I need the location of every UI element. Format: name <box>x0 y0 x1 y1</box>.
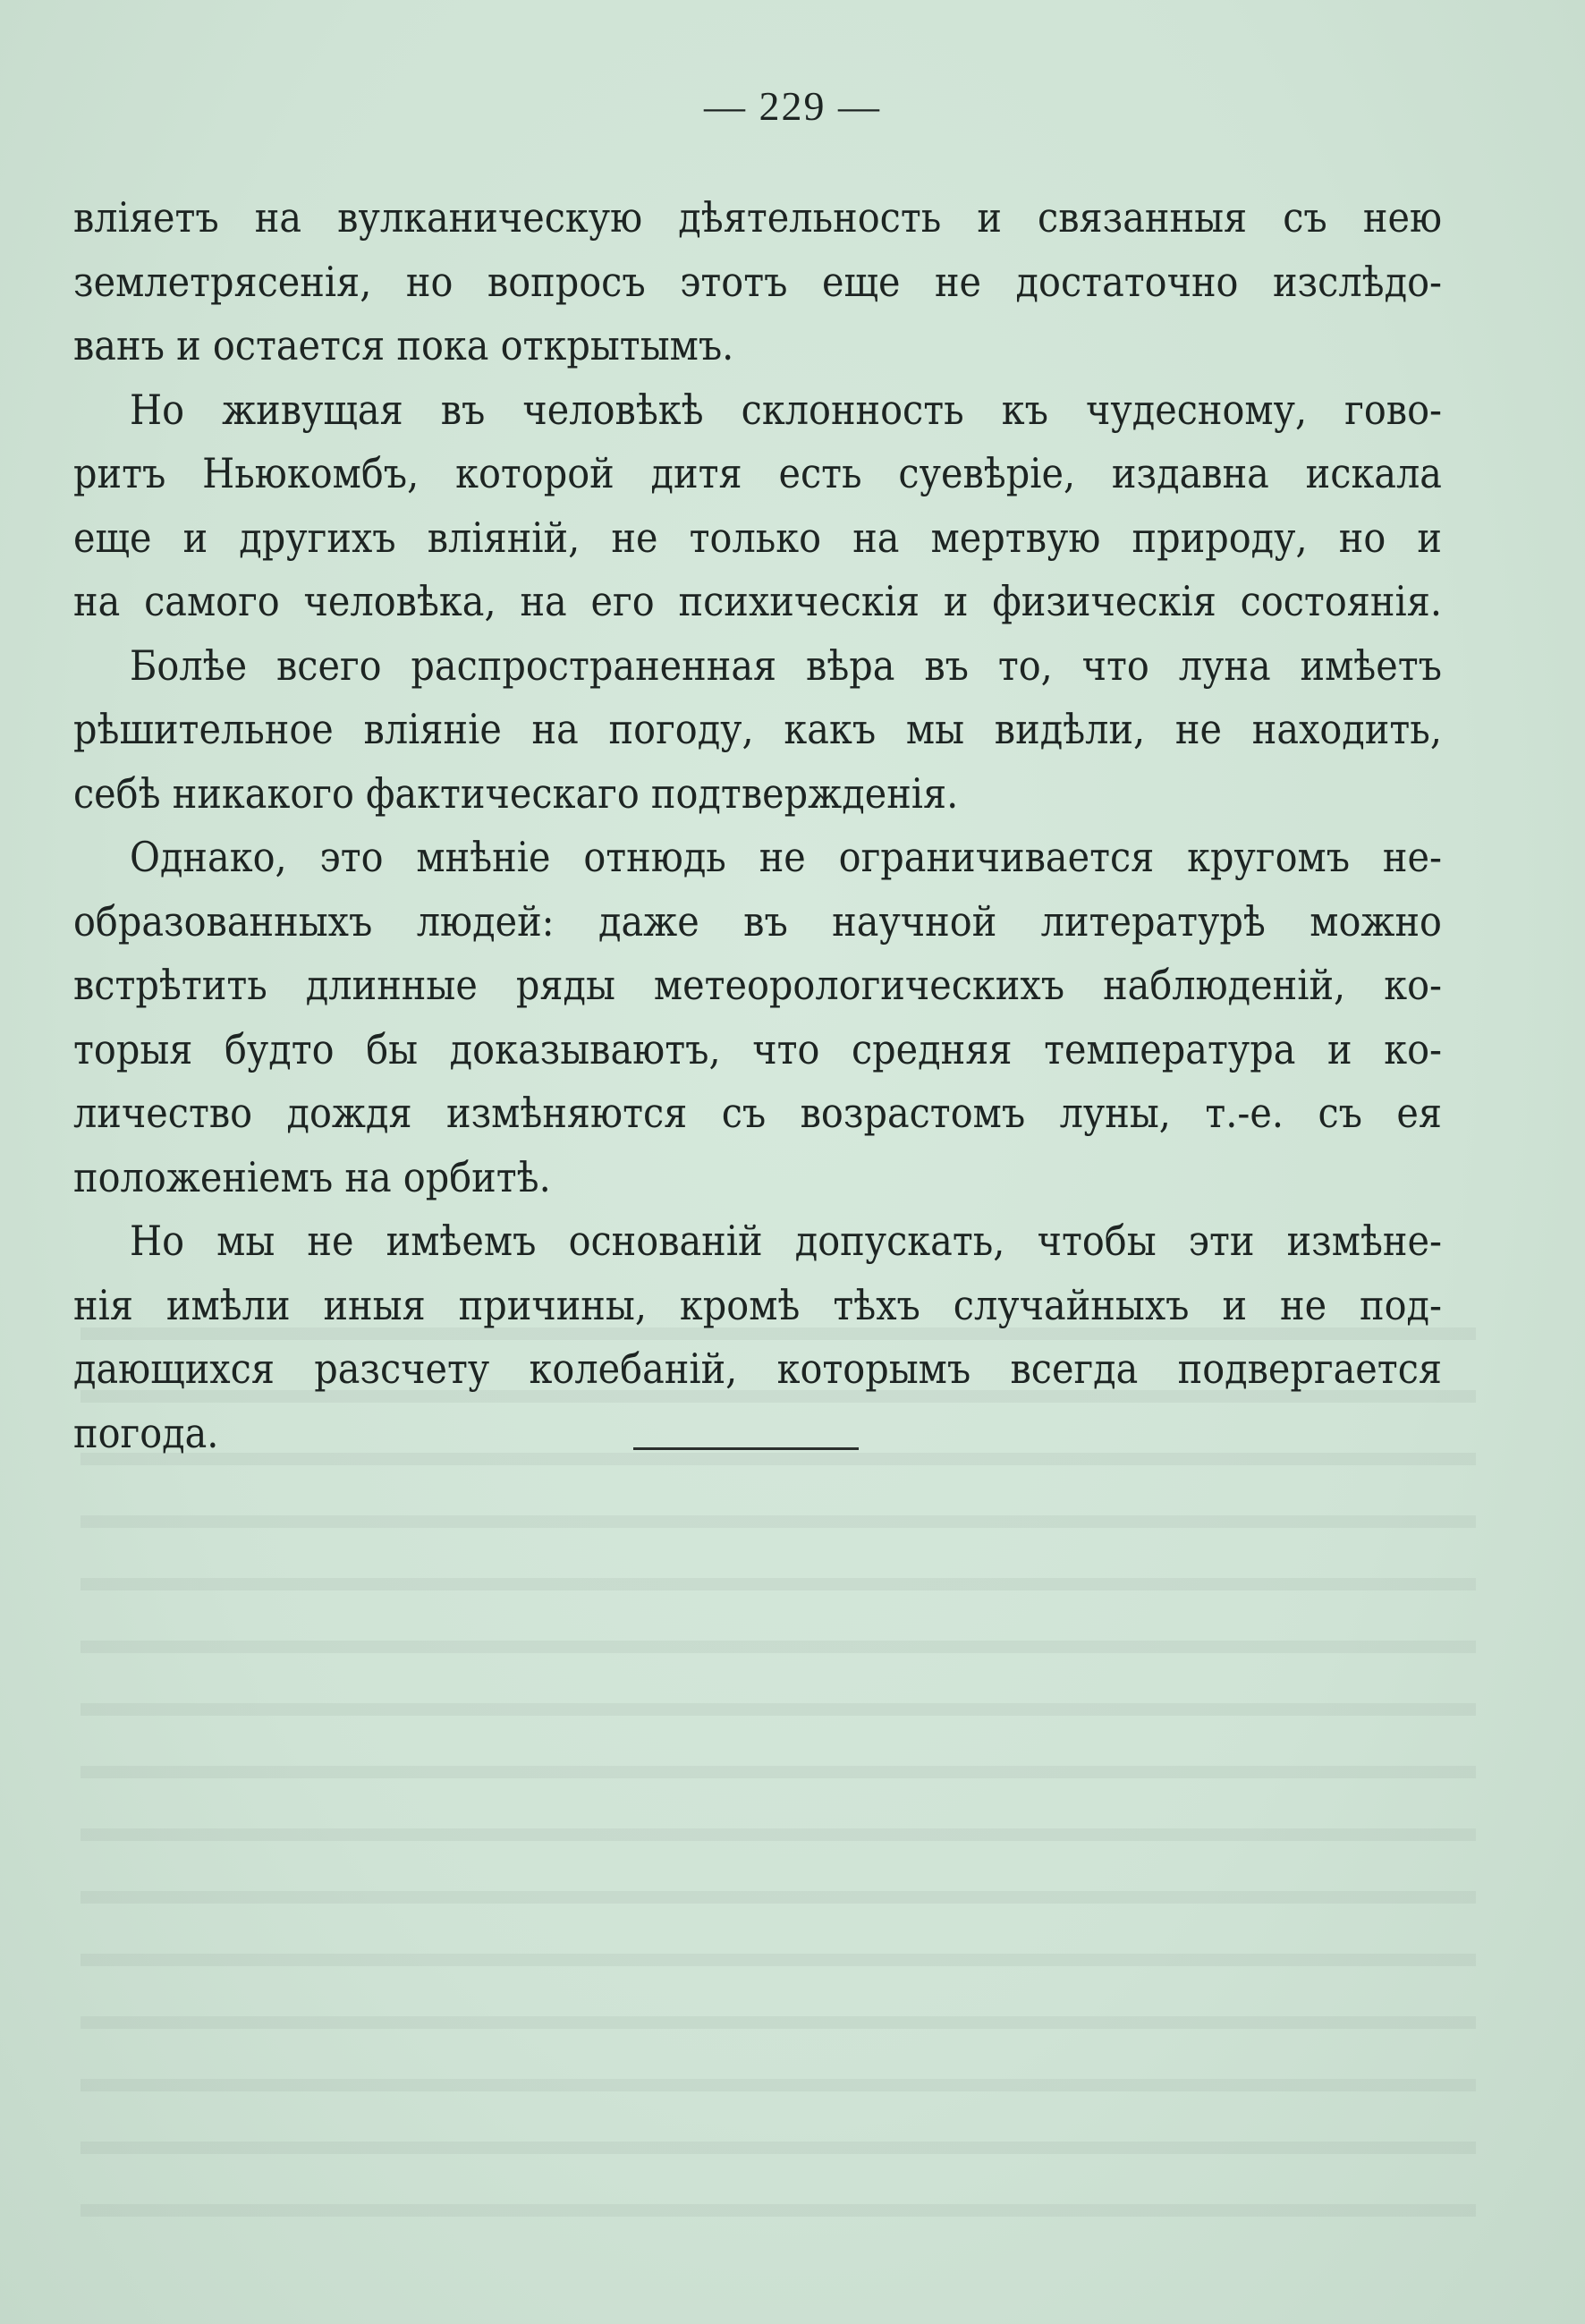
text-line: землетрясенія, но вопросъ этотъ еще не достаточно изслѣдо- <box>73 257 1442 306</box>
text-line: положеніемъ на орбитѣ. <box>73 1152 551 1201</box>
page-number: — 229 — <box>704 83 881 129</box>
text-line: встрѣтить длинные ряды метеорологическихъ наблюденій, ко- <box>73 961 1442 1009</box>
text-line: рѣшительное вліяніе на погоду, какъ мы видѣли, не находить, <box>73 705 1442 753</box>
text-line: Болѣе всего распространенная вѣра въ то, что луна имѣетъ <box>130 640 1442 690</box>
text-line: торыя будто бы доказываютъ, что средняя температура и ко- <box>73 1024 1442 1073</box>
text-line: ванъ и остается пока открытымъ. <box>73 321 734 369</box>
paragraph-2 <box>73 378 1442 634</box>
text-line: еще и другихъ вліяній, не только на мертвую природу, но и <box>73 513 1442 562</box>
text-line: Но мы не имѣемъ основаній допускать, чтобы эти измѣне- <box>130 1217 1442 1265</box>
text-line: личество дождя измѣняются съ возрастомъ луны, т.-е. съ ея <box>73 1089 1442 1137</box>
text-line: дающихся разсчету колебаній, которымъ всегда подвергается <box>73 1344 1442 1393</box>
paragraph-3 <box>73 634 1442 827</box>
text-line: на самого человѣка, на его психическія и физическія состоянія. <box>73 577 1442 625</box>
text-line: Однако, это мнѣніе отнюдь не ограничивается кругомъ не- <box>130 833 1442 881</box>
text-line: себѣ никакого фактическаго подтвержденія. <box>73 768 959 818</box>
text-line: погода. <box>73 1408 219 1457</box>
text-line: нія имѣли иныя причины, кромѣ тѣхъ случайныхъ и не под- <box>73 1280 1442 1329</box>
text-line: ритъ Ньюкомбъ, которой дитя есть суевѣріе, издавна искала <box>73 449 1442 497</box>
text-line: образованныхъ людей: даже въ научной литературѣ можно <box>73 896 1442 946</box>
body-text <box>73 186 1442 1465</box>
paragraph-1 <box>73 186 1442 378</box>
paragraph-4 <box>73 826 1442 1209</box>
text-line: Но живущая въ человѣкѣ склонность къ чудесному, гово- <box>130 385 1442 434</box>
text-line: вліяетъ на вулканическую дѣятельность и связанныя съ нею <box>73 193 1442 242</box>
bleed-through-texture <box>81 1288 1476 2218</box>
